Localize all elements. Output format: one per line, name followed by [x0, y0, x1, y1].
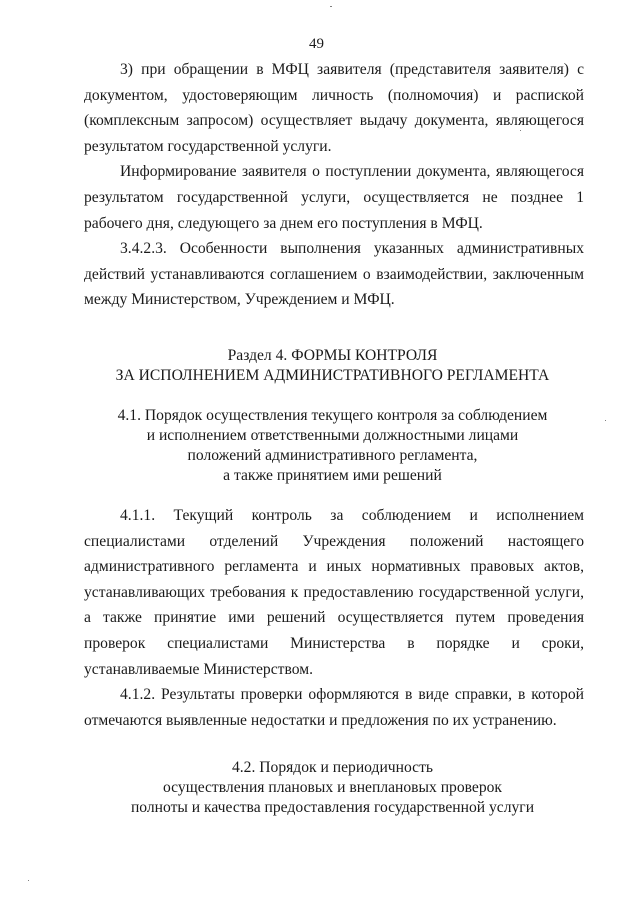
section-4-heading: [60, 346, 605, 386]
subsection-4-1-line3: положений административного регламента,: [187, 447, 478, 464]
paragraph-3-4-2-3: 3.4.2.3. Особенности выполнения указанных административных действий устанавливаются соглашением о взаимодействии, заключенным между Министерством, Учреждением и МФЦ.: [84, 240, 584, 309]
subsection-4-2-line2: осуществления плановых и внеплановых проверок: [163, 779, 502, 796]
section-4-title-line2: ЗА ИСПОЛНЕНИЕМ АДМИНИСТРАТИВНОГО РЕГЛАМЕНТА: [115, 367, 550, 384]
subsection-4-1-heading: [60, 406, 605, 486]
subsection-4-2-line3: полноты и качества предоставления государственной услуги: [130, 799, 535, 816]
paragraph-4-1-2: 4.1.2. Результаты проверки оформляются в виде справки, в которой отмечаются выявленные недостатки и предложения по их устранению.: [84, 686, 584, 729]
scan-speck: [330, 6, 332, 7]
subsection-4-1-line2: и исполнением ответственными должностными лицами: [146, 427, 519, 444]
paragraph-4-1-1: 4.1.1. Текущий контроль за соблюдением и исполнением специалистами отделений Учреждения положений настоящего административного регламента и иных нормативных правовых актов, устанавливающих требования к предоставлению государственной услуги, а также принятие ими решений осуществляется путем проведения проверок специалистами Министерства в порядке и сроки, устанавливаемые Министерством.: [84, 507, 584, 678]
subsection-4-2-heading: [60, 758, 605, 818]
text-block-2: [84, 503, 584, 733]
subsection-4-1-line4: а также принятием ими решений: [223, 467, 442, 484]
scan-speck: [28, 880, 29, 881]
subsection-4-1-line1: 4.1. Порядок осуществления текущего контроля за соблюдением: [117, 407, 548, 424]
scan-speck: [605, 420, 606, 421]
section-4-title-line1: Раздел 4. ФОРМЫ КОНТРОЛЯ: [227, 347, 438, 364]
paragraph-notification: Информирование заявителя о поступлении документа, являющегося результатом государственной услуги, осуществляется не позднее 1 рабочего дня, следующего за днем его поступления в МФЦ.: [84, 163, 584, 232]
paragraph-issuance: 3) при обращении в МФЦ заявителя (представителя заявителя) с документом, удостоверяющим личность (полномочия) и распиской (комплексным запросом) осуществляет выдачу документа, являющегося результатом государственной услуги.: [84, 61, 584, 155]
text-block-1: [84, 57, 584, 313]
page-number: 49: [309, 36, 324, 52]
scan-speck: [520, 130, 521, 131]
subsection-4-2-line1: 4.2. Порядок и периодичность: [231, 759, 434, 776]
